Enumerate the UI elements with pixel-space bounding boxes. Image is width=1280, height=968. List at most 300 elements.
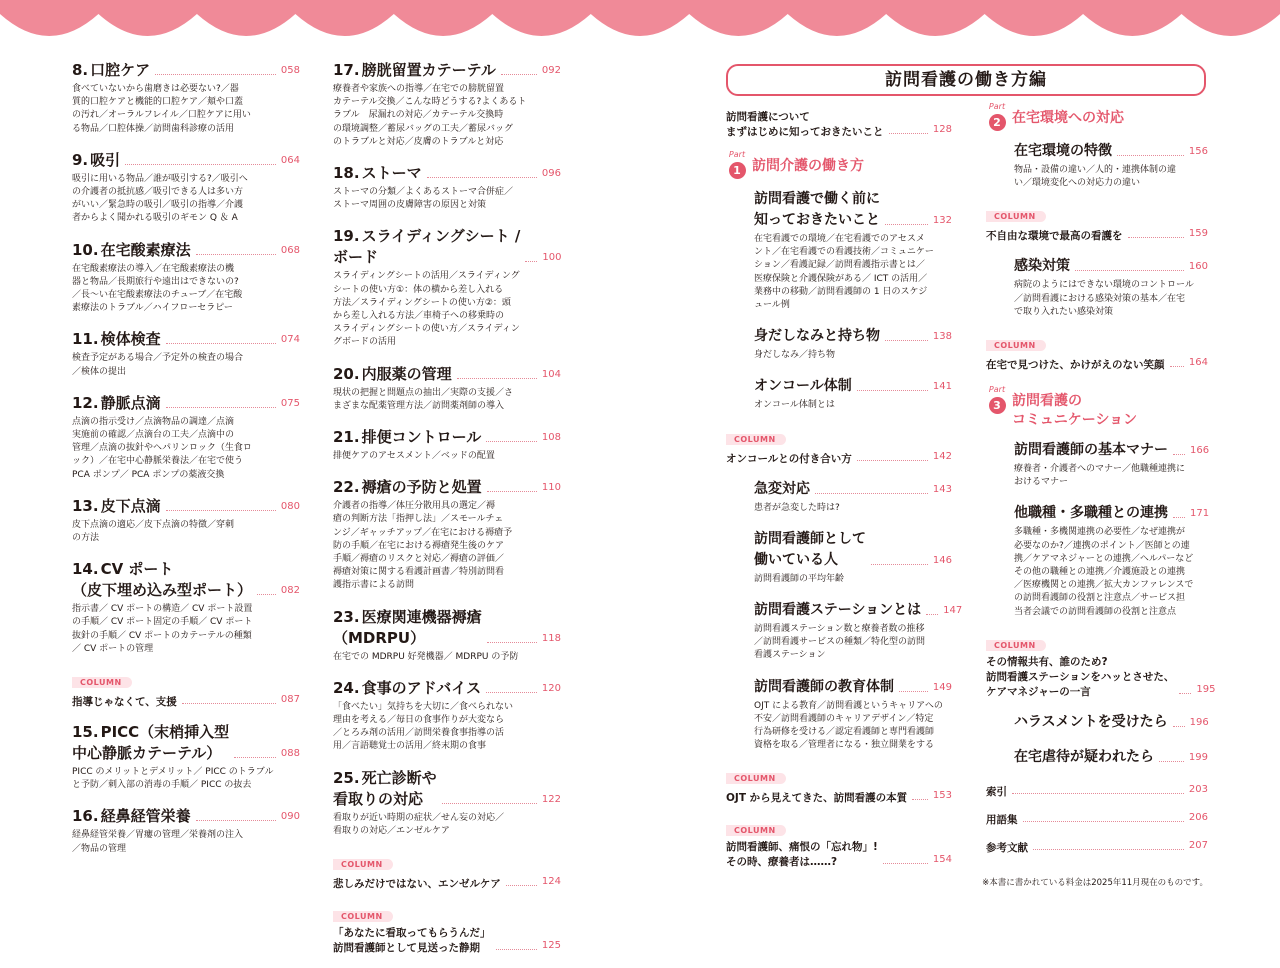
- column-head: [333, 874, 561, 892]
- entry-head: [72, 240, 300, 261]
- leader-dots: [234, 757, 276, 758]
- entry-desc: PICC のメリットとデメリット／ PICC のトラブル と予防／刺入部の消毒の手順／ PICC の抜去: [72, 767, 274, 791]
- entry-title-text: 在宅虐待が疑われたら: [1014, 748, 1154, 765]
- entry-head: [1014, 141, 1208, 162]
- leader-dots: [815, 493, 928, 494]
- column-title: オンコールとの付き合い方: [726, 452, 852, 465]
- entry-title-text: 訪問看護師の基本マナー: [1014, 442, 1168, 459]
- entry-number: 14.: [72, 560, 99, 579]
- part-badge: [986, 385, 1008, 414]
- leader-dots: [899, 691, 928, 692]
- page-number: 149: [932, 681, 952, 693]
- toc-entry[interactable]: [1014, 712, 1208, 733]
- entry-head: [754, 529, 952, 571]
- entry-title: [333, 607, 482, 649]
- column-head: [726, 788, 952, 806]
- entry-desc: 吸引に用いる物品／誰が吸引する?／吸引へ の介護者の抵抗感／吸引できる人は多い方 がいい／緊急時の吸引／吸引の指導／介護 者からよく聞かれる吸引のギモン Q ＆ A: [72, 173, 248, 224]
- leader-dots: [196, 820, 276, 821]
- toc-entry[interactable]: [72, 393, 300, 482]
- entry-title: 用語集: [986, 813, 1018, 826]
- toc-entry[interactable]: [1014, 141, 1208, 190]
- page-number: 118: [541, 632, 561, 644]
- leader-dots: [442, 803, 537, 804]
- column-tag: COLUMN: [726, 434, 786, 445]
- page-number: 203: [1188, 783, 1208, 795]
- entry-title-text: 食事のアドバイス: [361, 678, 482, 697]
- entry-title-text: ストーマ: [361, 164, 422, 183]
- column-entry[interactable]: [333, 904, 561, 956]
- toc-entry[interactable]: [754, 677, 952, 753]
- entry-desc: 食べていないから歯磨きは必要ない?／器 質的口腔ケアと機能的口腔ケア／頬や口蓋 の汚れ／オーラルフレイル／口腔ケアに用い る物品／口腔体操／訪問歯科診療の活用: [72, 84, 251, 134]
- leader-dots: [125, 164, 276, 165]
- toc-entry[interactable]: [754, 326, 952, 362]
- leader-dots: [1170, 366, 1184, 367]
- entry-title: [72, 722, 229, 764]
- page-number: 206: [1188, 811, 1208, 823]
- part-3-entries: [986, 440, 1216, 768]
- toc-entry[interactable]: [1014, 747, 1208, 768]
- column-title: OJT から見えてきた、訪問看護の本質: [726, 792, 908, 805]
- entry-desc: 看取りが近い時期の症状／せん妄の対応／ 看取りの対応／エンゼルケア: [333, 812, 505, 836]
- entry-title-text: 口腔ケア: [90, 61, 151, 79]
- page-number: 058: [280, 65, 300, 76]
- page-number: 138: [932, 331, 952, 343]
- entry-desc: 排便ケアのアセスメント／ベッドの配置: [333, 451, 495, 462]
- toc-entry[interactable]: [754, 376, 952, 412]
- page-number: 154: [932, 854, 952, 866]
- entry-head: [754, 189, 952, 231]
- column-tag: COLUMN: [726, 773, 786, 784]
- page-number: 092: [541, 65, 561, 76]
- toc-entry[interactable]: [72, 806, 300, 855]
- entry-title-text: 訪問看護ステーションとは: [754, 602, 922, 619]
- leader-dots: [1173, 517, 1185, 518]
- leader-dots: [496, 949, 537, 950]
- leader-dots: [1173, 454, 1185, 455]
- entry-head: [333, 427, 561, 448]
- page-number: 196: [1189, 716, 1209, 728]
- toc-entry[interactable]: [986, 810, 1208, 828]
- entry-head: [333, 678, 561, 699]
- page-number: 120: [541, 682, 561, 694]
- toc-entry[interactable]: [333, 163, 561, 212]
- column-entry[interactable]: [986, 204, 1208, 244]
- page-number: 142: [932, 450, 952, 462]
- entry-number: 17.: [333, 61, 360, 79]
- header-band: [0, 0, 1280, 8]
- entry-title: 参考文献: [986, 841, 1028, 854]
- intro-title: 訪問看護について まずはじめに知っておきたいこと: [726, 111, 884, 138]
- leader-dots: [1173, 726, 1185, 727]
- intro-entry[interactable]: [726, 110, 952, 140]
- toc-entry[interactable]: [986, 838, 1208, 856]
- entry-title: [333, 163, 422, 184]
- column-entry[interactable]: [986, 633, 1216, 700]
- entry-head: [1014, 440, 1208, 461]
- leader-dots: [857, 460, 928, 461]
- part-badge: [986, 102, 1008, 131]
- entry-title: [333, 477, 482, 498]
- section-title-box: 訪問看護の働き方編: [726, 64, 1206, 96]
- part-number: 1: [729, 162, 746, 179]
- page-number: 164: [1188, 357, 1208, 369]
- entry-head: [1014, 256, 1208, 277]
- leader-dots: [1023, 821, 1184, 822]
- entry-head: [333, 768, 561, 810]
- toc-entry[interactable]: [333, 427, 561, 463]
- entry-title: [754, 600, 921, 621]
- entry-title: [72, 329, 161, 350]
- entry-head: [1014, 712, 1208, 733]
- column-title: 不自由な環境で最高の看護を: [986, 230, 1123, 243]
- entry-desc: 皮下点滴の適応／皮下点滴の特徴／穿刺 の方法: [72, 519, 235, 544]
- toc-column-1: [72, 60, 300, 870]
- entry-head: [72, 559, 300, 601]
- entry-number: 10.: [72, 240, 99, 259]
- entry-title: [72, 496, 161, 517]
- column-title: 指導じゃなくて、支援: [72, 696, 177, 709]
- entry-desc: 病院のようにはできない環境のコントロール ／訪問看護における感染対策の基本／在宅 で取り入れたい感染対策: [1014, 280, 1194, 317]
- leader-dots: [912, 799, 928, 800]
- leader-dots: [871, 564, 928, 565]
- page-number: 156: [1188, 146, 1208, 157]
- entry-title-text: 在宅酸素療法: [100, 240, 191, 259]
- entry-title: [72, 60, 150, 81]
- entry-number: 23.: [333, 607, 360, 626]
- entry-number: 21.: [333, 428, 360, 447]
- entry-title-text: 他職種・多職種との連携: [1014, 505, 1168, 522]
- entry-desc: 療養者・介護者へのマナー／他職種連携に おけるマナー: [1014, 464, 1186, 488]
- part-word: Part: [988, 102, 1006, 111]
- toc-column-3: [726, 110, 963, 882]
- entry-desc: OJT による教育／訪問看護というキャリアへの 不安／訪問看護師のキャリアデザイン／特定 行為研修を受ける／認定看護師と専門看護師 資格を取る／管理者になる・独立開業をする: [754, 700, 943, 751]
- entry-number: 12.: [72, 393, 99, 412]
- entry-title-text: オンコール体制: [754, 378, 852, 395]
- entry-desc: オンコール体制とは: [754, 400, 835, 411]
- toc-entry[interactable]: [754, 189, 952, 312]
- leader-dots: [885, 340, 928, 341]
- page-number: 124: [541, 876, 561, 888]
- page-number: 104: [541, 368, 561, 380]
- page-number: 080: [280, 500, 300, 512]
- page-number: 125: [541, 940, 561, 952]
- entry-desc: ストーマの分類／よくあるストーマ合併症／ ストーマ周囲の皮膚障害の原因と対策: [333, 187, 514, 211]
- page-number: 100: [542, 252, 562, 264]
- toc-entry[interactable]: [1014, 256, 1208, 319]
- toc-entry[interactable]: [1014, 503, 1208, 618]
- page-number: 143: [932, 483, 952, 495]
- entry-title-text: 膀胱留置カテーテル: [361, 61, 496, 79]
- part-2-entries: [986, 141, 1208, 373]
- leader-dots: [486, 692, 537, 693]
- column-title: 訪問看護師、痛恨の「忘れ物」! その時、療養者は……?: [726, 841, 878, 869]
- entry-title: [333, 768, 437, 810]
- part-word: Part: [728, 150, 746, 159]
- entry-desc: 在宅での MDRPU 好発機器／ MDRPU の予防: [333, 651, 519, 662]
- column-tag: COLUMN: [726, 825, 786, 836]
- toc-entry[interactable]: [754, 529, 952, 586]
- column-entry[interactable]: [333, 852, 561, 892]
- entry-number: 20.: [333, 364, 360, 383]
- entry-head: [72, 393, 300, 414]
- entry-desc: 療養者や家族への指導／在宅での膀胱留置 カテーテル交換／こんな時どうする?よくあるト ラブル 尿漏れの対応／カテーテル交換時 の環境調整／蓄尿バッグの工夫／蓄尿バッグ のトラブルと対応／皮膚のトラブルと対応: [333, 84, 527, 147]
- toc-entry[interactable]: [72, 722, 300, 792]
- entry-number: 8.: [72, 61, 89, 79]
- entry-title-text: 感染対策: [1014, 258, 1070, 275]
- entry-title-text: 褥瘡の予防と処置: [361, 478, 482, 497]
- page-number: 064: [280, 154, 300, 166]
- column-title: 在宅で見つけた、かけがえのない笑顔: [986, 359, 1165, 372]
- leader-dots: [457, 378, 537, 379]
- toc-entry[interactable]: [72, 496, 300, 545]
- leader-dots: [487, 491, 537, 492]
- entry-title-text: 訪問看護師として 働いている人: [754, 530, 866, 568]
- page-number: 147: [943, 605, 963, 617]
- entry-title: [754, 677, 894, 698]
- entry-desc: 在宅看護での環境／在宅看護でのアセスメ ント／在宅看護での看護技術／コミュニケー ション／看護記録／訪問看護指示書とは／ 医療保険と介護保険がある／ ICT の活用／ 業務中の移動／訪問看護師の 1 日のスケジ ュール例: [754, 234, 934, 311]
- entry-title-text: PICC（末梢挿入型 中心静脈カテーテル）: [72, 723, 230, 763]
- leader-dots: [1159, 761, 1184, 762]
- intro-page: 128: [932, 124, 952, 135]
- entry-title: 索引: [986, 785, 1007, 798]
- page-number: 171: [1190, 508, 1210, 520]
- entry-title: [754, 479, 810, 500]
- entry-desc: 指示書／ CV ポートの構造／ CV ポート設置 の手順／ CV ポート固定の手順／ CV ポート 抜針の手順／ CV ポートのカテーテルの種類 ／ CV ポートの管理: [72, 604, 253, 654]
- toc-entry[interactable]: [333, 60, 561, 149]
- entry-number: 13.: [72, 496, 99, 515]
- entry-title-text: 内服薬の管理: [361, 364, 452, 383]
- page-number: 132: [932, 215, 952, 226]
- page-number: 074: [280, 334, 300, 346]
- scalloped-header-decoration: [0, 0, 1280, 60]
- column-tag: COLUMN: [72, 677, 132, 688]
- page-number: 159: [1188, 228, 1208, 240]
- toc-column-4: [986, 102, 1216, 866]
- entry-title: [72, 150, 120, 171]
- entry-title: [1014, 256, 1070, 277]
- entry-desc: 現状の把握と問題点の抽出／実際の支援／さ まざまな配薬管理方法／訪問薬剤師の導入: [333, 387, 514, 411]
- entry-title-text: 訪問看護師の教育体制: [754, 678, 894, 695]
- leader-dots: [166, 343, 276, 344]
- entry-desc: 介護者の指導／体圧分散用具の選定／褥 瘡の判断方法「指押し法」／スモールチェ ンジ／ギャッチアップ／在宅における褥瘡予 防の手順／在宅における褥瘡発生後のケア 手順／褥瘡のリスクと対応／褥瘡の評価／ 褥瘡対策に関する看護計画書／特別訪問看 護指示書による訪問: [333, 501, 513, 591]
- toc-entry[interactable]: [72, 329, 300, 378]
- leader-dots: [196, 254, 276, 255]
- page-number: 096: [541, 168, 561, 180]
- entry-head: [72, 496, 300, 517]
- page-number: 108: [541, 432, 561, 444]
- entry-head: [72, 722, 300, 764]
- entry-title: [754, 376, 852, 397]
- entry-title-text: 検体検査: [100, 330, 161, 349]
- entry-head: [1014, 503, 1208, 524]
- leader-dots: [257, 594, 276, 595]
- page-number: 195: [1196, 683, 1216, 695]
- leader-dots: [1128, 237, 1184, 238]
- part-number: 3: [989, 397, 1006, 414]
- column-entry[interactable]: [726, 766, 952, 806]
- column-head: [333, 926, 561, 956]
- entry-title: [333, 364, 452, 385]
- column-head: [72, 692, 300, 710]
- page-number: 087: [280, 694, 300, 706]
- part-title: 在宅環境への対応: [1012, 110, 1124, 126]
- leader-dots: [506, 885, 537, 886]
- entry-head: [754, 479, 952, 500]
- leader-dots: [427, 177, 537, 178]
- page-number: 166: [1190, 445, 1210, 457]
- entry-head: [72, 806, 300, 827]
- leader-dots: [486, 441, 537, 442]
- appendix-entries: [986, 782, 1208, 856]
- entry-desc: 身だしなみ／持ち物: [754, 350, 836, 361]
- entry-title: [1014, 141, 1112, 162]
- entry-desc: 経鼻経管栄養／胃瘻の管理／栄養剤の注入 ／物品の管理: [72, 830, 244, 854]
- entry-title-text: CV ポート （皮下埋め込み型ポート）: [72, 560, 253, 600]
- column-tag: COLUMN: [986, 340, 1046, 351]
- part-title: 訪問看護の コミュニケーション: [1012, 393, 1138, 429]
- entry-desc: 検査予定がある場合／予定外の検査の場合 ／検体の提出: [72, 353, 244, 377]
- page-number: 146: [932, 554, 952, 566]
- entry-title-text: 静脈点滴: [100, 393, 161, 412]
- entry-title-text: 皮下点滴: [100, 496, 161, 515]
- entry-title: [333, 678, 481, 699]
- toc-entry[interactable]: [333, 226, 561, 349]
- entry-head: [754, 376, 952, 397]
- entry-head: [333, 163, 561, 184]
- part-word: Part: [988, 385, 1006, 395]
- entry-title: [1014, 712, 1168, 733]
- page-number: 207: [1188, 839, 1208, 851]
- entry-desc: 患者が急変した時は?: [754, 502, 840, 513]
- page-number: 153: [932, 790, 952, 802]
- entry-head: [333, 477, 561, 498]
- leader-dots: [1179, 693, 1191, 694]
- column-entry[interactable]: [726, 818, 952, 870]
- entry-title-text: 急変対応: [754, 480, 810, 497]
- column-title: 悲しみだけではない、エンゼルケア: [333, 878, 501, 891]
- page-number: 110: [541, 482, 561, 494]
- toc-entry[interactable]: [72, 240, 300, 316]
- entry-desc: 多職種・多機関連携の必要性／なぜ連携が 必要なのか?／連携のポイント／医師との連 携／ケアマネジャーとの連携／ヘルパーなど その他の職種との連携／介護施設との連携 ／医療機関との連携／拡大カンファレンスで の訪問看護師の役割と注意点／サービス担 当者会議での訪問看護師の役割と注意点: [1014, 527, 1194, 617]
- leader-dots: [1075, 270, 1184, 271]
- page-number: 160: [1188, 261, 1208, 273]
- column-tag: COLUMN: [333, 859, 393, 870]
- leader-dots: [857, 390, 928, 391]
- toc-entry[interactable]: [1014, 440, 1208, 489]
- toc-entry[interactable]: [333, 768, 561, 838]
- entry-title: [333, 427, 481, 448]
- entry-title: [72, 240, 191, 261]
- entry-desc: 物品・設備の違い／人的・連携体制の違 い／環境変化への対応力の違い: [1014, 165, 1177, 189]
- leader-dots: [166, 510, 276, 511]
- entry-title-text: ハラスメントを受けたら: [1014, 713, 1168, 730]
- entry-number: 11.: [72, 330, 99, 349]
- entry-number: 18.: [333, 164, 360, 183]
- leader-dots: [1117, 155, 1184, 156]
- entry-title: [754, 529, 866, 571]
- entry-title-text: 死亡診断や 看取りの対応: [333, 768, 437, 808]
- toc-entry[interactable]: [72, 60, 300, 136]
- entry-title: [333, 60, 496, 81]
- entry-title: [72, 806, 191, 827]
- column-head: [726, 449, 952, 467]
- page-number: 122: [541, 793, 561, 805]
- entry-title: [333, 226, 520, 268]
- toc-entry[interactable]: [754, 479, 952, 515]
- entry-title: [1014, 440, 1168, 461]
- entry-desc: 在宅酸素療法の導入／在宅酸素療法の機 器と物品／長期旅行や遠出はできないの? ／長～い在宅酸素療法のチューブ／在宅酸 素療法のトラブル／ハイフローセラピー: [72, 263, 243, 314]
- page-number: 090: [280, 811, 300, 823]
- entry-title: [1014, 503, 1168, 524]
- entry-head: [72, 329, 300, 350]
- column-entry[interactable]: [72, 670, 300, 710]
- entry-desc: 「食べたい」気持ちを大切に／食べられない 理由を考える／毎日の食事作りが大変なら ／とろみ剤の活用／訪問栄養食事指導の活 用／言語聴覚士の活用／終末期の食事: [333, 701, 514, 752]
- entry-number: 19.: [333, 227, 360, 246]
- column-tag: COLUMN: [986, 211, 1046, 222]
- leader-dots: [487, 642, 537, 643]
- toc-entry[interactable]: [333, 477, 561, 592]
- toc-entry[interactable]: [333, 607, 561, 664]
- column-head: [986, 355, 1208, 373]
- column-title: 「あなたに看取ってもらうんだ」 訪問看護師として見送った静期: [333, 927, 491, 955]
- entry-title-text: 訪問看護で働く前に 知っておきたいこと: [754, 191, 880, 228]
- column-tag: COLUMN: [333, 911, 393, 922]
- entry-number: 24.: [333, 678, 360, 697]
- entry-title-text: 経鼻経管栄養: [100, 807, 191, 826]
- page-number: 068: [280, 244, 300, 256]
- leader-dots: [1033, 849, 1184, 850]
- entry-desc: スライディングシートの活用／スライディング シートの使い方①：体の横から差し入れる 方法／スライディングシートの使い方②：頭 から差し入れる方法／車椅子への移乗時の スライディングシートの使い方／スライディン グボードの活用: [333, 271, 520, 348]
- column-entry[interactable]: [726, 427, 952, 467]
- toc-column-2: [333, 60, 561, 968]
- entry-head: [333, 226, 561, 268]
- toc-entry[interactable]: [333, 678, 561, 754]
- toc-entry[interactable]: [986, 782, 1208, 800]
- entry-title: [754, 189, 880, 231]
- toc-entry[interactable]: [333, 364, 561, 413]
- toc-entry[interactable]: [754, 600, 963, 663]
- entry-title: [754, 326, 880, 347]
- entry-number: 16.: [72, 807, 99, 826]
- column-head: [986, 226, 1208, 244]
- page-number: 088: [280, 748, 300, 760]
- entry-head: [1014, 747, 1208, 768]
- entry-number: 15.: [72, 723, 99, 742]
- part-1-entries: [726, 189, 963, 870]
- entry-number: 9.: [72, 150, 89, 169]
- toc-entry[interactable]: [72, 150, 300, 226]
- entry-head: [333, 60, 561, 81]
- part-number: 2: [989, 114, 1006, 131]
- part-title: 訪問介護の働き方: [752, 158, 864, 174]
- leader-dots: [501, 74, 537, 75]
- entry-head: [333, 364, 561, 385]
- entry-desc: 訪問看護師の平均年齢: [754, 573, 845, 584]
- entry-head: [754, 600, 963, 621]
- part-badge: [726, 150, 748, 179]
- column-head: [726, 840, 952, 870]
- entry-title-text: 吸引: [90, 150, 121, 169]
- toc-entry[interactable]: [72, 559, 300, 656]
- entry-head: [754, 326, 952, 347]
- entry-head: [72, 150, 300, 171]
- leader-dots: [182, 703, 276, 704]
- entry-title-text: スライディングシート / ボード: [333, 227, 521, 267]
- column-entry[interactable]: [986, 333, 1208, 373]
- column-head: [986, 655, 1216, 700]
- leader-dots: [525, 261, 537, 262]
- entry-head: [754, 677, 952, 698]
